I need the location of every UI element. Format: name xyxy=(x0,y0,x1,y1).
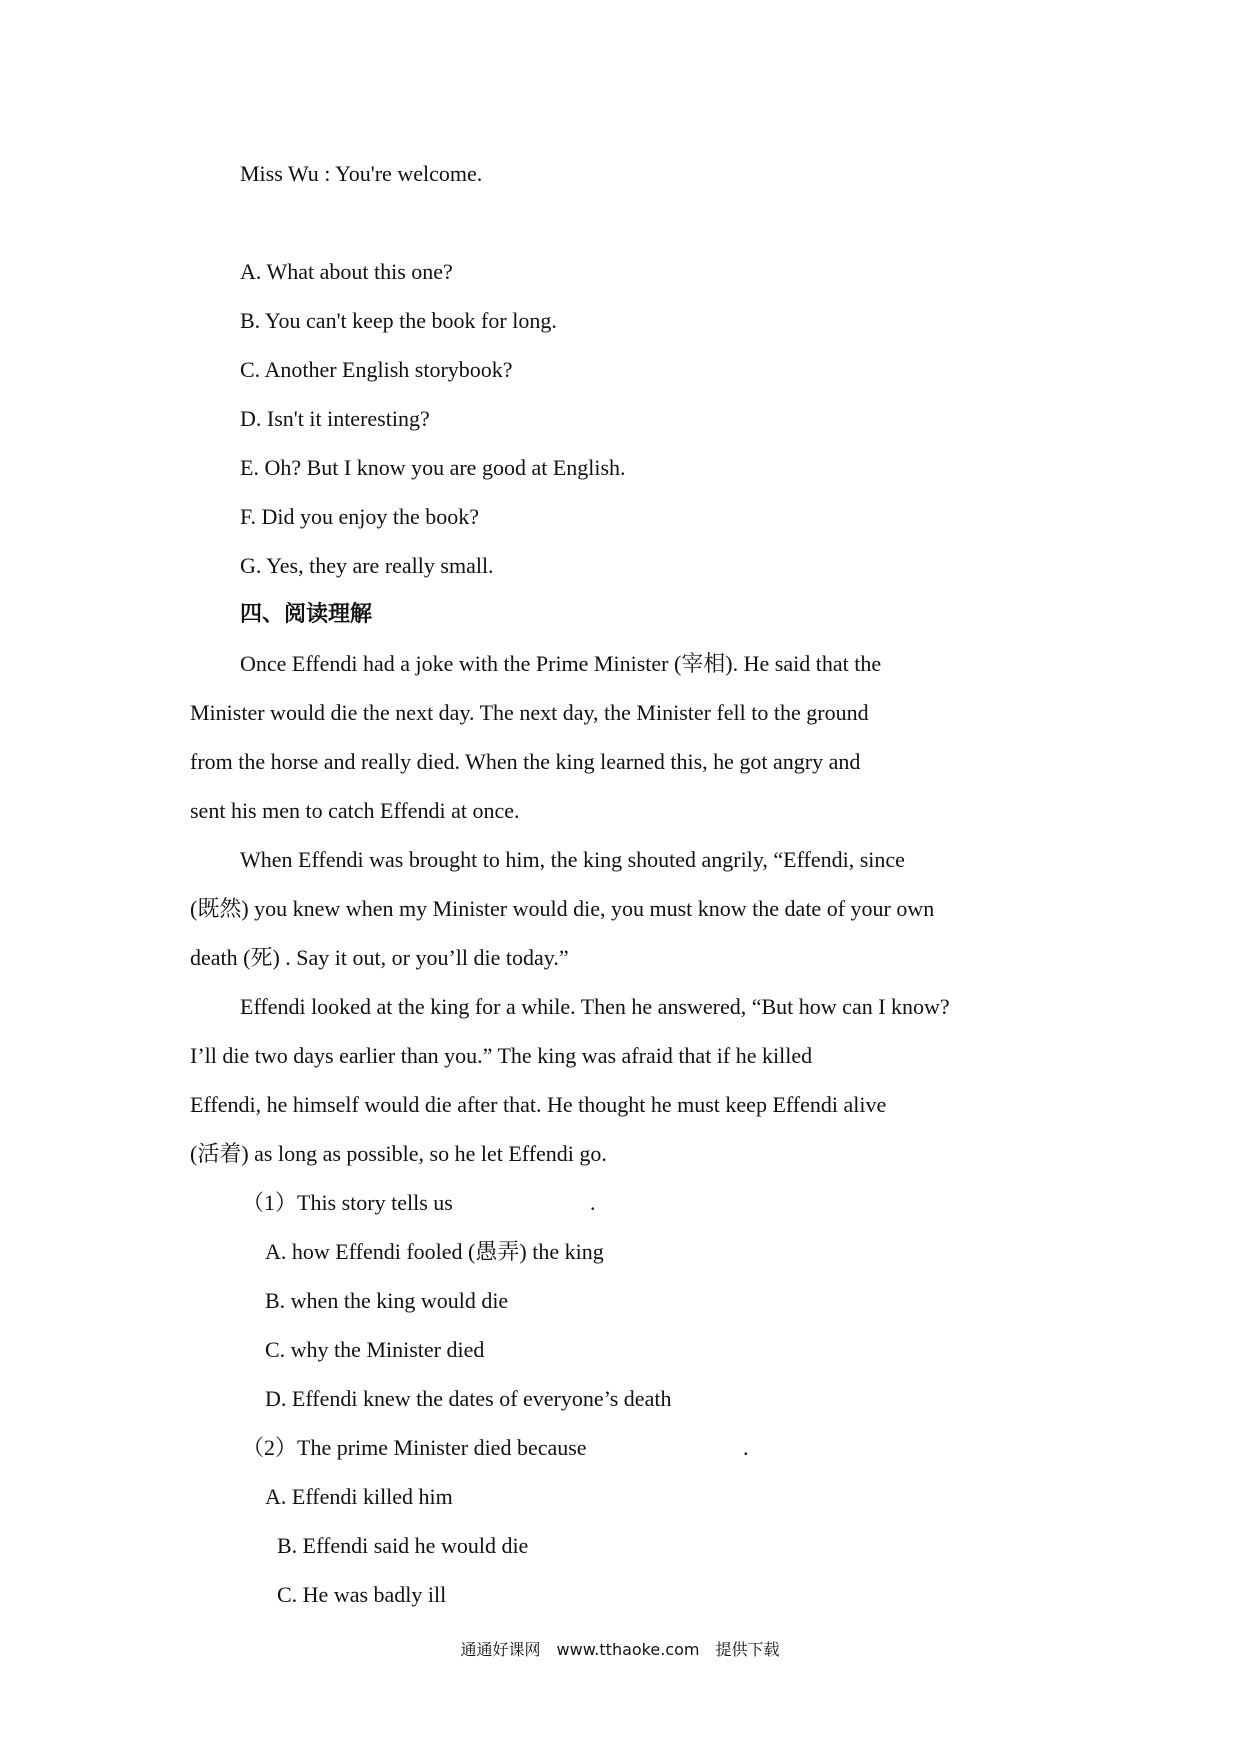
passage-line: (既然) you knew when my Minister would die, you must know the date of your own xyxy=(190,896,935,921)
choice-a: A. how Effendi fooled (愚弄) the king xyxy=(265,1239,604,1264)
passage-line: Once Effendi had a joke with the Prime Minister (宰相). He said that the xyxy=(240,651,882,676)
option-f: F. Did you enjoy the book? xyxy=(240,504,479,529)
question-stem: （1）This story tells us xyxy=(242,1190,453,1215)
passage-line: Effendi, he himself would die after that. He thought he must keep Effendi alive xyxy=(190,1092,887,1117)
passage-line: sent his men to catch Effendi at once. xyxy=(190,798,520,823)
passage-line: Minister would die the next day. The next day, the Minister fell to the ground xyxy=(190,700,869,725)
page-footer: 通通好课网 www.tthaoke.com 提供下载 xyxy=(460,1640,780,1659)
dialogue-end: Miss Wu : You're welcome. xyxy=(240,161,483,186)
passage-line: death (死) . Say it out, or you’ll die today.” xyxy=(190,945,569,970)
section-heading: 四、阅读理解 xyxy=(240,602,373,627)
question-blank-end: . xyxy=(590,1190,596,1215)
option-d: D. Isn't it interesting? xyxy=(240,406,430,431)
question-blank-end: . xyxy=(743,1435,749,1460)
option-a: A. What about this one? xyxy=(240,259,453,284)
passage-line: from the horse and really died. When the king learned this, he got angry and xyxy=(190,749,861,774)
passage-line: When Effendi was brought to him, the king shouted angrily, “Effendi, since xyxy=(240,847,905,872)
choice-c: C. He was badly ill xyxy=(277,1582,447,1607)
choice-d: D. Effendi knew the dates of everyone’s death xyxy=(265,1386,672,1411)
choice-b: B. when the king would die xyxy=(265,1288,509,1313)
choice-a: A. Effendi killed him xyxy=(265,1484,453,1509)
passage-line: (活着) as long as possible, so he let Effendi go. xyxy=(190,1141,607,1166)
option-b: B. You can't keep the book for long. xyxy=(240,308,557,333)
option-g: G. Yes, they are really small. xyxy=(240,553,494,578)
passage-line: Effendi looked at the king for a while. Then he answered, “But how can I know? xyxy=(240,994,950,1019)
passage-line: I’ll die two days earlier than you.” The king was afraid that if he killed xyxy=(190,1043,813,1068)
choice-c: C. why the Minister died xyxy=(265,1337,485,1362)
choice-b: B. Effendi said he would die xyxy=(277,1533,529,1558)
option-e: E. Oh? But I know you are good at English. xyxy=(240,455,626,480)
question-stem: （2）The prime Minister died because xyxy=(242,1435,587,1460)
option-c: C. Another English storybook? xyxy=(240,357,513,382)
